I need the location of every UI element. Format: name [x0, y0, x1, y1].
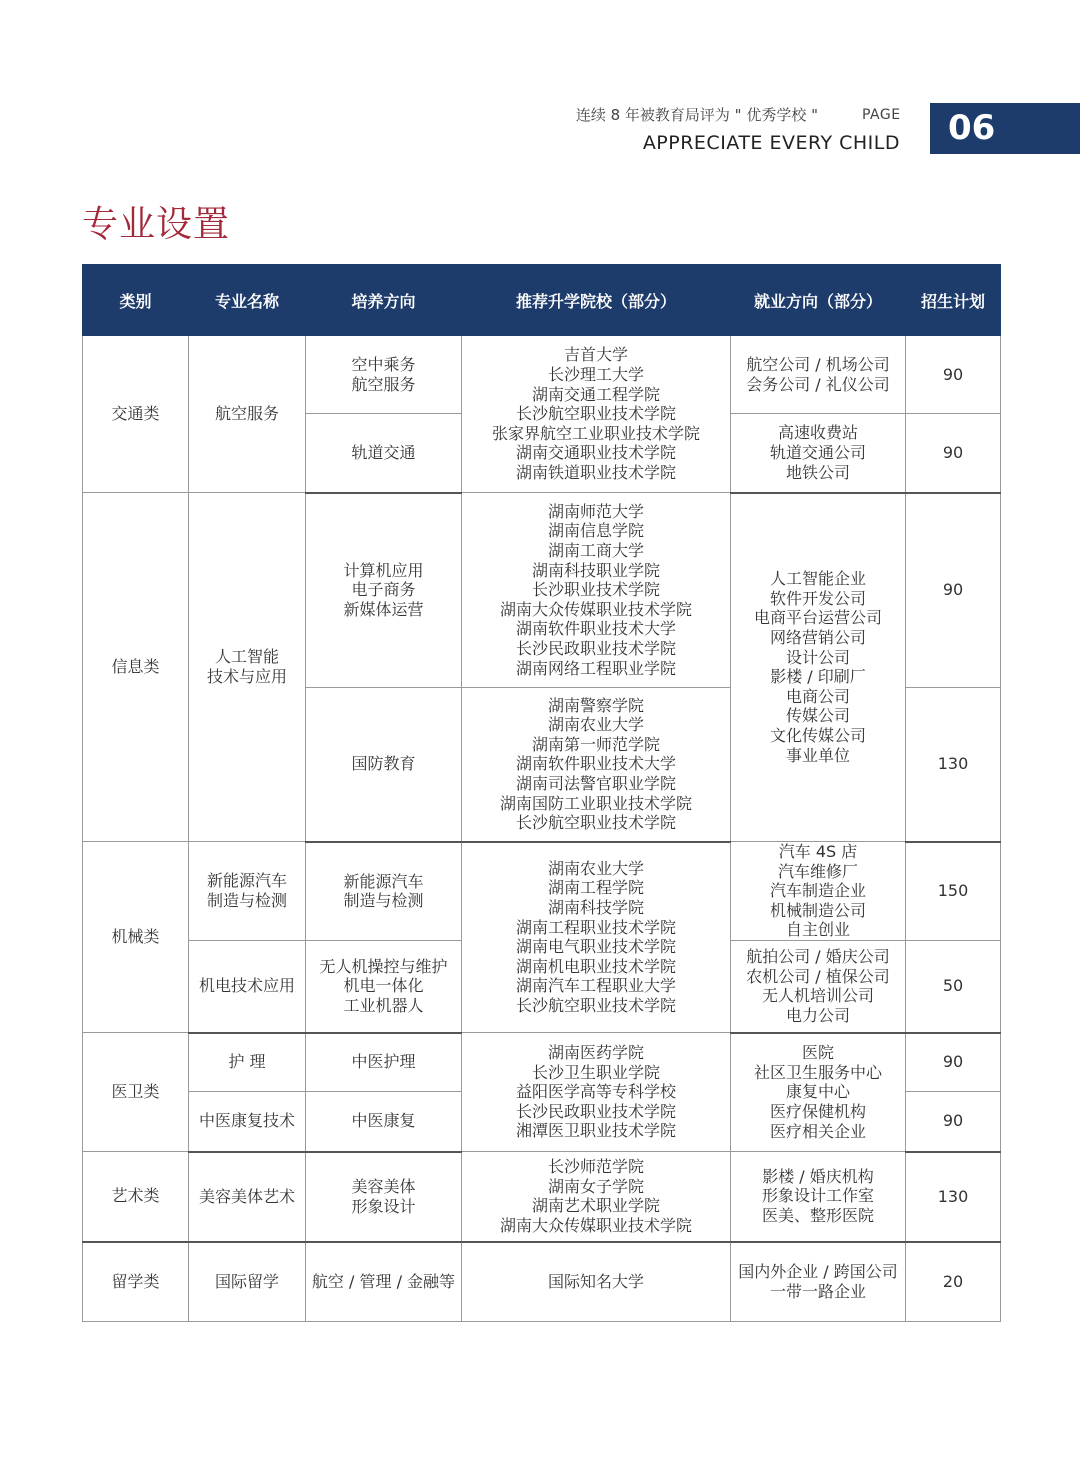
major-cell: 护 理 — [189, 1033, 306, 1092]
major-cell: 国际留学 — [189, 1242, 306, 1322]
direction-cell: 航空 / 管理 / 金融等 — [306, 1242, 462, 1322]
header-slogan: 连续 8 年被教育局评为 " 优秀学校 " — [575, 106, 818, 124]
header-category: 类别 — [83, 265, 189, 336]
major-cell: 中医康复技术 — [189, 1092, 306, 1152]
plan-cell: 90 — [906, 493, 1001, 688]
plan-cell: 20 — [906, 1242, 1001, 1322]
jobs-cell: 医院 社区卫生服务中心 康复中心 医疗保健机构 医疗相关企业 — [731, 1033, 906, 1152]
plan-cell: 90 — [906, 414, 1001, 493]
schools-cell: 湖南师范大学 湖南信息学院 湖南工商大学 湖南科技职业学院 长沙职业技术学院 湖南大众传媒职业技术学院 湖南软件职业技术大学 长沙民政职业技术学院 湖南网络工程职业学院 — [462, 493, 731, 688]
header-direction: 培养方向 — [306, 265, 462, 336]
plan-cell: 130 — [906, 1152, 1001, 1242]
page-number: 06 — [948, 108, 996, 148]
schools-cell: 长沙师范学院 湖南女子学院 湖南艺术职业学院 湖南大众传媒职业技术学院 — [462, 1152, 731, 1242]
schools-cell: 吉首大学 长沙理工大学 湖南交通工程学院 长沙航空职业技术学院 张家界航空工业职业技术学院 湖南交通职业技术学院 湖南铁道职业技术学院 — [462, 336, 731, 493]
category-cell: 留学类 — [83, 1242, 189, 1322]
header-motto: APPRECIATE EVERY CHILD — [642, 132, 900, 154]
jobs-cell: 航空公司 / 机场公司 会务公司 / 礼仪公司 — [731, 336, 906, 414]
table-row — [83, 1242, 1001, 1322]
plan-cell: 90 — [906, 1092, 1001, 1152]
direction-cell: 计算机应用 电子商务 新媒体运营 — [306, 493, 462, 688]
direction-cell: 无人机操控与维护 机电一体化 工业机器人 — [306, 941, 462, 1033]
direction-cell: 美容美体 形象设计 — [306, 1152, 462, 1242]
plan-cell: 150 — [906, 842, 1001, 941]
majors-table — [82, 264, 1001, 1322]
jobs-cell: 影楼 / 婚庆机构 形象设计工作室 医美、整形医院 — [731, 1152, 906, 1242]
page-number-box — [930, 103, 1080, 154]
header-major: 专业名称 — [189, 265, 306, 336]
table-row — [83, 336, 1001, 414]
plan-cell: 90 — [906, 336, 1001, 414]
table-row — [83, 1152, 1001, 1242]
jobs-cell: 国内外企业 / 跨国公司 一带一路企业 — [731, 1242, 906, 1322]
schools-cell: 国际知名大学 — [462, 1242, 731, 1322]
header-schools: 推荐升学院校（部分） — [462, 265, 731, 336]
table-row — [83, 842, 1001, 941]
category-cell: 交通类 — [83, 336, 189, 493]
header-plan: 招生计划 — [906, 265, 1001, 336]
jobs-cell: 汽车 4S 店 汽车维修厂 汽车制造企业 机械制造公司 自主创业 — [731, 842, 906, 941]
category-cell: 信息类 — [83, 493, 189, 842]
jobs-cell: 航拍公司 / 婚庆公司 农机公司 / 植保公司 无人机培训公司 电力公司 — [731, 941, 906, 1033]
major-cell: 美容美体艺术 — [189, 1152, 306, 1242]
page-title: 专业设置 — [82, 204, 231, 245]
plan-cell: 130 — [906, 688, 1001, 842]
direction-cell: 空中乘务 航空服务 — [306, 336, 462, 414]
table-row — [83, 1033, 1001, 1092]
direction-cell: 国防教育 — [306, 688, 462, 842]
direction-cell: 轨道交通 — [306, 414, 462, 493]
major-cell: 航空服务 — [189, 336, 306, 493]
category-cell: 医卫类 — [83, 1033, 189, 1152]
category-cell: 艺术类 — [83, 1152, 189, 1242]
major-cell: 机电技术应用 — [189, 941, 306, 1033]
table-row — [83, 493, 1001, 688]
table-header-row — [83, 265, 1001, 336]
direction-cell: 中医护理 — [306, 1033, 462, 1092]
schools-cell: 湖南警察学院 湖南农业大学 湖南第一师范学院 湖南软件职业技术大学 湖南司法警官职业学院 湖南国防工业职业技术学院 长沙航空职业技术学院 — [462, 688, 731, 842]
schools-cell: 湖南医药学院 长沙卫生职业学院 益阳医学高等专科学校 长沙民政职业技术学院 湘潭医卫职业技术学院 — [462, 1033, 731, 1152]
jobs-cell: 高速收费站 轨道交通公司 地铁公司 — [731, 414, 906, 493]
major-cell: 新能源汽车 制造与检测 — [189, 842, 306, 941]
schools-cell: 湖南农业大学 湖南工程学院 湖南科技学院 湖南工程职业技术学院 湖南电气职业技术学院 湖南机电职业技术学院 湖南汽车工程职业大学 长沙航空职业技术学院 — [462, 842, 731, 1033]
jobs-cell: 人工智能企业 软件开发公司 电商平台运营公司 网络营销公司 设计公司 影楼 / 印刷厂 电商公司 传媒公司 文化传媒公司 事业单位 — [731, 493, 906, 842]
plan-cell: 50 — [906, 941, 1001, 1033]
page-label: PAGE — [862, 107, 901, 123]
category-cell: 机械类 — [83, 842, 189, 1033]
header-jobs: 就业方向（部分） — [731, 265, 906, 336]
direction-cell: 新能源汽车 制造与检测 — [306, 842, 462, 941]
direction-cell: 中医康复 — [306, 1092, 462, 1152]
major-cell: 人工智能 技术与应用 — [189, 493, 306, 842]
plan-cell: 90 — [906, 1033, 1001, 1092]
